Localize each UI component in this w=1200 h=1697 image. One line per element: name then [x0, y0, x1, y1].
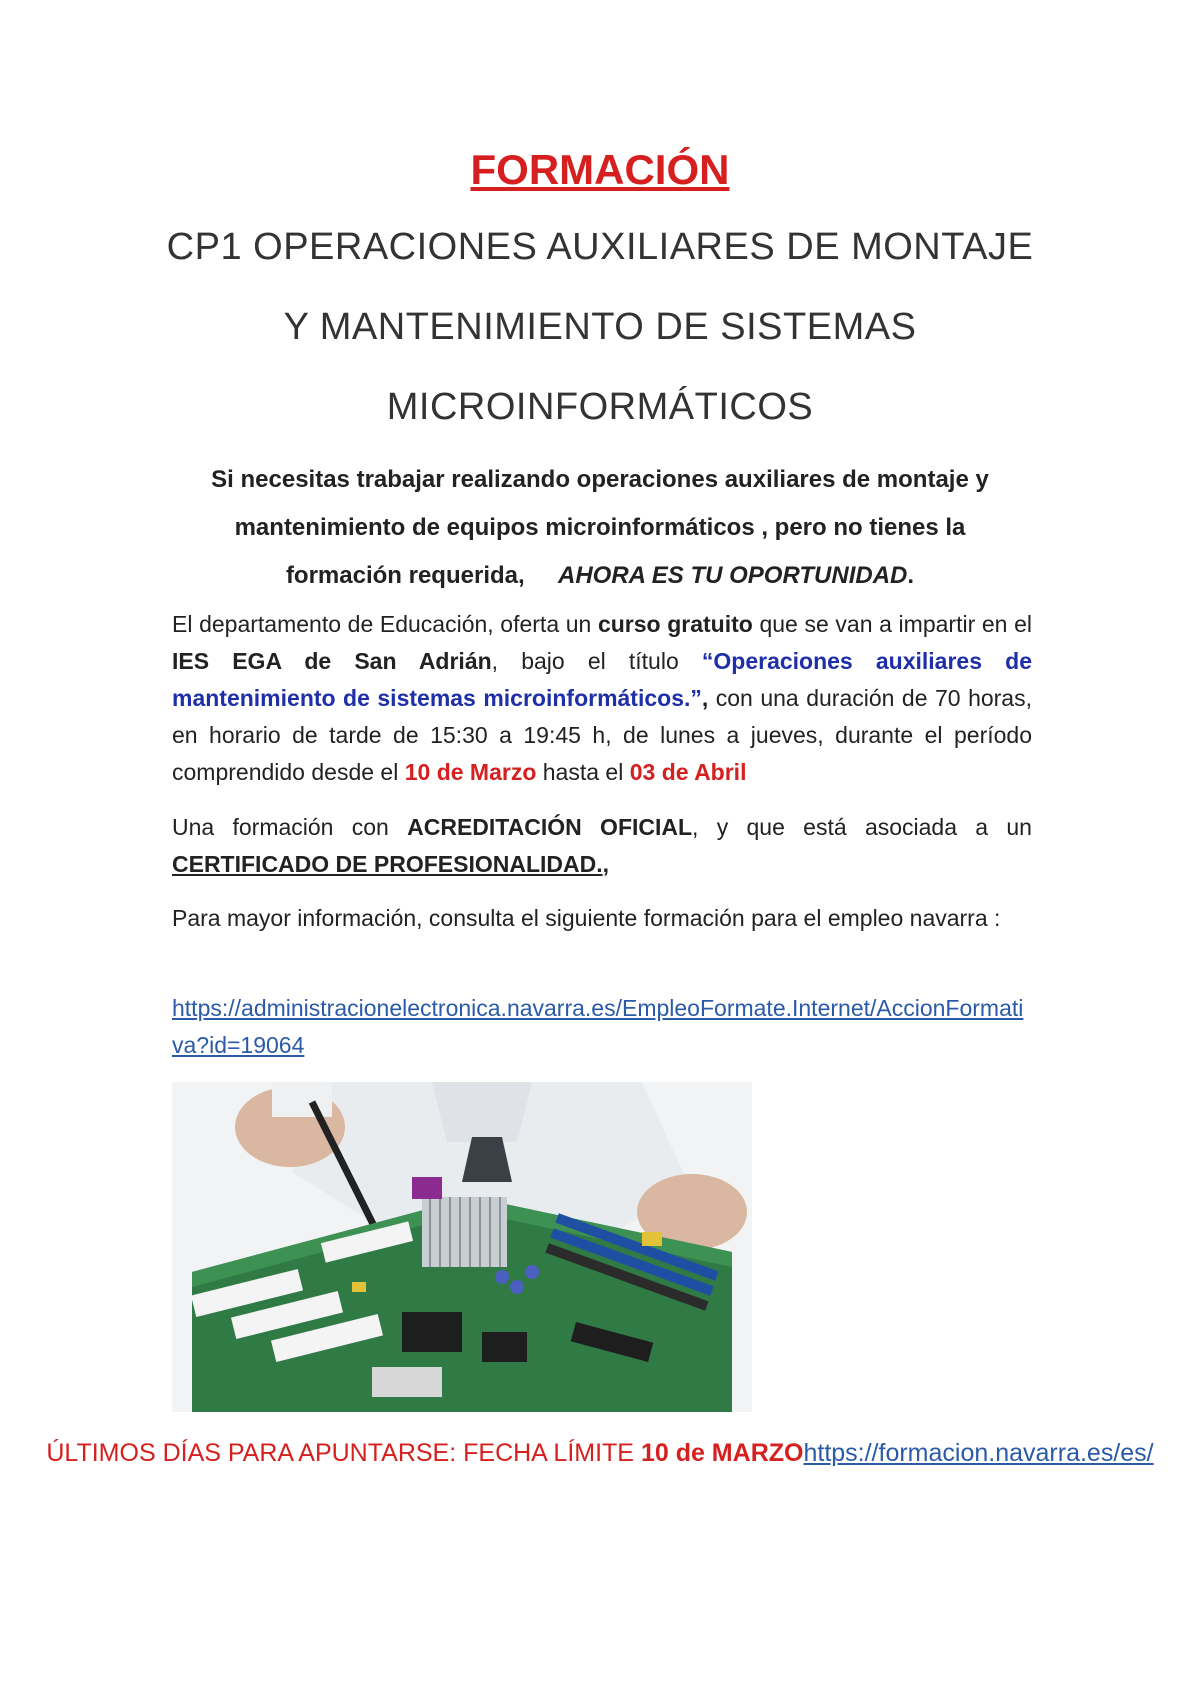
course-description — [172, 606, 1032, 791]
info-link[interactable]: https://administracionelectronica.navarra.es/EmpleoFormate.Internet/AccionFormativa?id=19064 — [172, 995, 1024, 1058]
accreditation-text: Una formación con — [172, 814, 408, 840]
deadline-footer — [0, 1433, 1200, 1473]
free-course-label: curso gratuito — [597, 611, 753, 637]
course-official-title: “Operaciones auxiliares de mantenimiento de sistemas microinformáticos.” — [172, 648, 1032, 711]
desc-text: con una duración de 70 horas, en horario de tarde de 15:30 a 19:45 h, de lunes a jueves, durante el período comprendido desde el — [172, 685, 1032, 785]
end-date: 03 de Abril — [629, 759, 747, 785]
intro-line-2: mantenimiento de equipos microinformáticos , pero no tienes la — [234, 514, 966, 541]
desc-text: , — [701, 685, 709, 711]
desc-text: que se van a impartir en el — [752, 611, 1032, 637]
course-title-line-2: Y MANTENIMIENTO DE SISTEMAS — [283, 306, 917, 348]
motherboard-photo — [172, 1082, 752, 1412]
info-link-block — [172, 990, 1032, 1064]
deadline-date: 10 de MARZO — [640, 1439, 804, 1467]
course-title-line-1: CP1 OPERACIONES AUXILIARES DE MONTAJE — [166, 226, 1034, 268]
desc-text: , bajo el título — [491, 648, 702, 674]
official-accreditation: ACREDITACIÓN OFICIAL — [407, 814, 693, 840]
intro-line-1: Si necesitas trabajar realizando operaciones auxiliares de montaje y — [211, 466, 989, 493]
deadline-text: ÚLTIMOS DÍAS PARA APUNTARSE: FECHA LÍMITE — [46, 1439, 641, 1467]
start-date: 10 de Marzo — [404, 759, 537, 785]
intro-line-3 — [0, 562, 1200, 590]
certificate-label: CERTIFICADO DE PROFESIONALIDAD. — [172, 851, 603, 877]
accreditation-text: , — [602, 851, 610, 877]
accreditation-text: , y que está asociada a un — [692, 814, 1032, 840]
desc-text: hasta el — [536, 759, 630, 785]
course-title-line-3: MICROINFORMÁTICOS — [386, 386, 814, 428]
school-name: IES EGA de San Adrián — [172, 648, 492, 674]
more-info-paragraph: Para mayor información, consulta el siguiente formación para el empleo navarra : — [172, 905, 1001, 931]
enrollment-link[interactable]: https://formacion.navarra.es/es/ — [803, 1439, 1154, 1467]
intro-period: . — [907, 562, 915, 589]
desc-text: El departamento de Educación, oferta un — [172, 611, 598, 637]
page-heading: FORMACIÓN — [470, 146, 730, 193]
opportunity-callout: AHORA ES TU OPORTUNIDAD — [558, 562, 908, 589]
accreditation-paragraph — [172, 809, 1032, 883]
intro-required-text: formación requerida, — [285, 562, 525, 589]
